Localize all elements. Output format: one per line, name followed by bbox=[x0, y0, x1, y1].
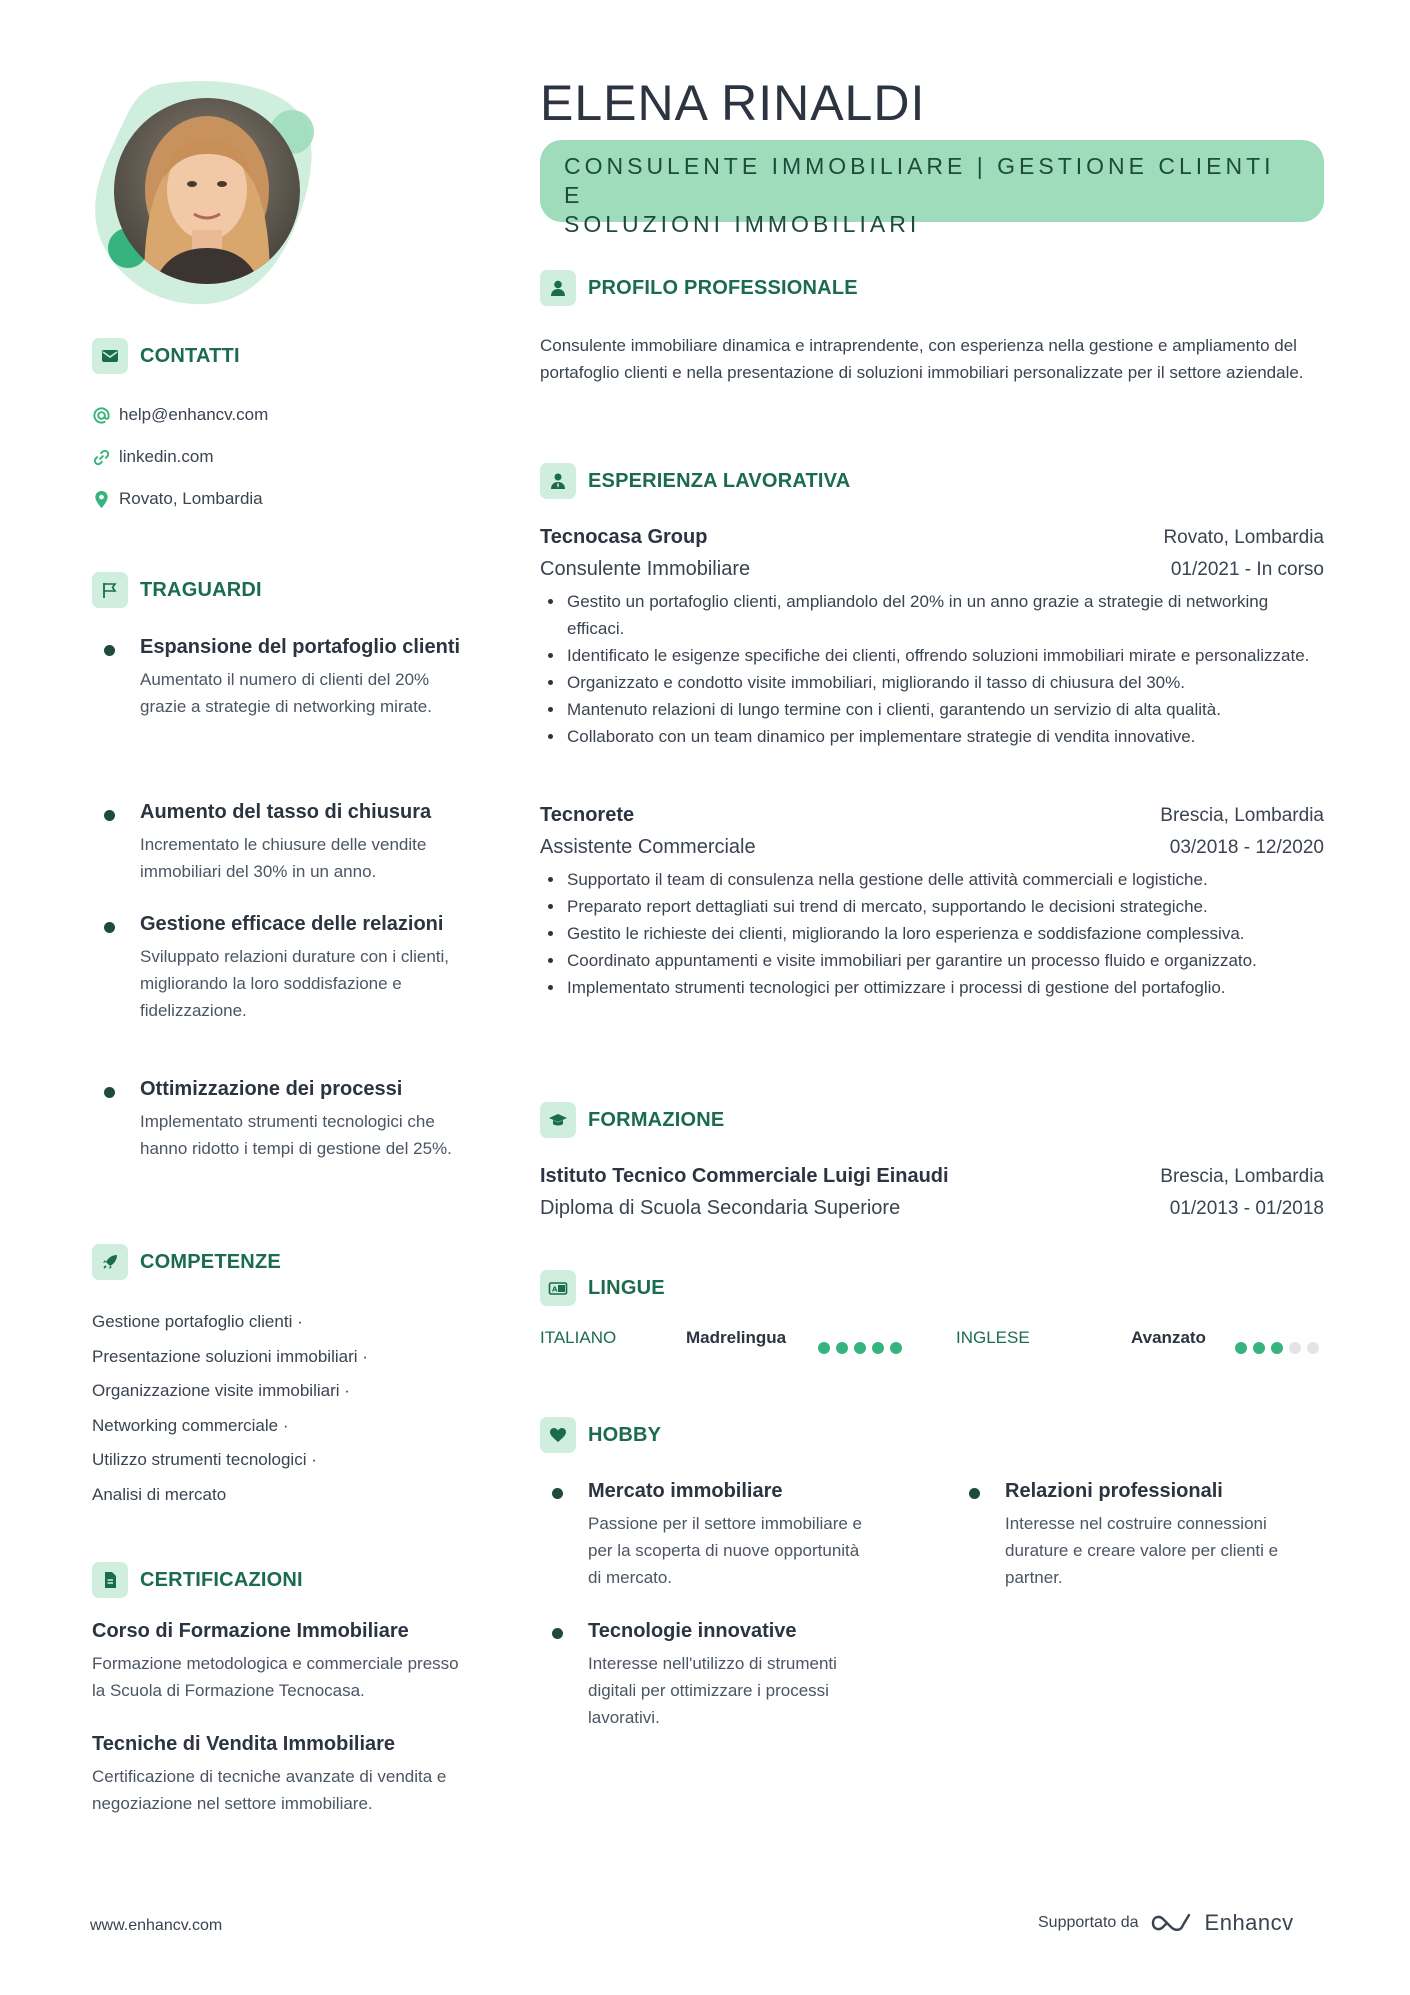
job-bullet: Coordinato appuntamenti e visite immobiliari per garantire un processo fluido e organizzato. bbox=[540, 947, 1324, 974]
achievement-desc: Sviluppato relazioni durature con i clienti, migliorando la loro soddisfazione e fidelizzazione. bbox=[140, 947, 450, 1020]
hobbies-title: HOBBY bbox=[588, 1423, 662, 1446]
achievement-item bbox=[92, 635, 472, 720]
languages-section-header bbox=[540, 1270, 665, 1306]
job-bullet: Implementato strumenti tecnologici per ottimizzare i processi di gestione del portafoglio. bbox=[540, 974, 1324, 1001]
rating-dot-filled bbox=[836, 1342, 848, 1354]
certification-desc: Formazione metodologica e commerciale presso la Scuola di Formazione Tecnocasa. bbox=[92, 1654, 459, 1700]
envelope-icon bbox=[92, 338, 128, 374]
profile-title: PROFILO PROFESSIONALE bbox=[588, 276, 858, 299]
achievement-title: Gestione efficace delle relazioni bbox=[140, 913, 444, 935]
job-bullet: Mantenuto relazioni di lungo termine con i clienti, garantendo un servizio di alta qualità. bbox=[540, 696, 1324, 723]
education-degree: Diploma di Scuola Secondaria Superiore bbox=[540, 1197, 901, 1219]
certification-title: Tecniche di Vendita Immobiliare bbox=[92, 1733, 396, 1755]
briefcase-user-icon bbox=[540, 463, 576, 499]
contact-email[interactable] bbox=[92, 405, 268, 425]
skill-item: Gestione portafoglio clienti · bbox=[92, 1312, 303, 1331]
bullet-icon bbox=[104, 922, 115, 933]
rating-dot-filled bbox=[1253, 1342, 1265, 1354]
candidate-name: ELENA RINALDI bbox=[540, 75, 926, 131]
skill-item: Networking commerciale · bbox=[92, 1415, 289, 1435]
hobby-title: Relazioni professionali bbox=[1005, 1480, 1223, 1502]
contacts-section-header bbox=[92, 338, 240, 374]
education-entry bbox=[540, 1161, 1324, 1225]
achievement-desc: Incrementato le chiusure delle vendite immobiliari del 30% in un anno. bbox=[140, 835, 427, 881]
education-dates: 01/2013 - 01/2018 bbox=[1169, 1198, 1324, 1219]
certification-desc: Certificazione di tecniche avanzate di vendita e negoziazione nel settore immobiliare. bbox=[92, 1767, 447, 1813]
skill-item: Presentazione soluzioni immobiliari · bbox=[92, 1346, 368, 1366]
bullet-icon bbox=[552, 1488, 563, 1499]
achievement-item bbox=[92, 1077, 472, 1162]
certification-title: Corso di Formazione Immobiliare bbox=[92, 1620, 409, 1642]
experience-section-header bbox=[540, 463, 850, 499]
job-entry bbox=[540, 800, 1324, 1001]
achievement-desc: Implementato strumenti tecnologici che hanno ridotto i tempi di gestione del 25%. bbox=[140, 1112, 452, 1158]
hobby-item bbox=[540, 1478, 870, 1591]
experience-title: ESPERIENZA LAVORATIVA bbox=[588, 469, 851, 492]
rating-dot-filled bbox=[890, 1342, 902, 1354]
job-entry bbox=[540, 522, 1324, 750]
language-rating bbox=[1235, 1342, 1319, 1354]
bullet-icon bbox=[969, 1488, 980, 1499]
job-role: Assistente Commerciale bbox=[540, 836, 756, 858]
job-bullet: Gestito un portafoglio clienti, ampliandolo del 20% in un anno grazie a strategie di networking efficaci. bbox=[540, 588, 1324, 642]
at-icon bbox=[92, 406, 111, 425]
headline-banner bbox=[540, 140, 1324, 237]
contact-linkedin[interactable] bbox=[92, 447, 214, 467]
rating-dot-empty bbox=[1307, 1342, 1319, 1354]
achievements-title: TRAGUARDI bbox=[140, 578, 262, 601]
job-company: Tecnocasa Group bbox=[540, 526, 708, 548]
heart-icon bbox=[540, 1417, 576, 1453]
enhancv-logo-icon bbox=[1149, 1911, 1195, 1935]
certifications-title: CERTIFICAZIONI bbox=[140, 1568, 303, 1591]
achievements-section-header bbox=[92, 572, 262, 608]
achievement-title: Aumento del tasso di chiusura bbox=[140, 801, 432, 823]
contact-location bbox=[92, 489, 263, 509]
document-icon bbox=[92, 1562, 128, 1598]
rocket-icon bbox=[92, 1244, 128, 1280]
job-bullet: Collaborato con un team dinamico per implementare strategie di vendita innovative. bbox=[540, 723, 1324, 750]
certification-item bbox=[92, 1731, 472, 1817]
location-pin-icon bbox=[92, 490, 111, 509]
bullet-icon bbox=[104, 1087, 115, 1098]
achievement-item bbox=[92, 912, 472, 1024]
footer-branding[interactable] bbox=[1038, 1910, 1294, 1936]
rating-dot-filled bbox=[854, 1342, 866, 1354]
language-rating bbox=[818, 1342, 902, 1354]
achievement-title: Ottimizzazione dei processi bbox=[140, 1078, 403, 1100]
rating-dot-empty bbox=[1289, 1342, 1301, 1354]
job-bullet: Organizzato e condotto visite immobiliari, migliorando il tasso di chiusura del 30%. bbox=[540, 669, 1324, 696]
job-dates: 01/2021 - In corso bbox=[1170, 559, 1324, 580]
job-bullet: Identificato le esigenze specifiche dei clienti, offrendo soluzioni immobiliari mirate e personalizzate. bbox=[540, 642, 1324, 669]
bullet-icon bbox=[104, 810, 115, 821]
contact-location-text: Rovato, Lombardia bbox=[119, 489, 263, 508]
hobby-item bbox=[540, 1618, 870, 1731]
job-dates: 03/2018 - 12/2020 bbox=[1169, 837, 1324, 858]
job-location: Rovato, Lombardia bbox=[1163, 527, 1324, 548]
graduation-cap-icon bbox=[540, 1102, 576, 1138]
job-location: Brescia, Lombardia bbox=[1160, 805, 1324, 826]
job-bullet: Preparato report dettagliati sui trend di mercato, supportando le decisioni strategiche. bbox=[540, 893, 1324, 920]
rating-dot-filled bbox=[1235, 1342, 1247, 1354]
headline-line-1: CONSULENTE IMMOBILIARE | GESTIONE CLIENTI E bbox=[564, 153, 1275, 208]
language-level: Avanzato bbox=[1131, 1328, 1206, 1347]
hobby-desc: Passione per il settore immobiliare e per la scoperta di nuove opportunità di mercato. bbox=[588, 1514, 863, 1587]
translate-icon bbox=[540, 1270, 576, 1306]
job-bullets bbox=[540, 588, 1324, 750]
headline-line-2: SOLUZIONI IMMOBILIARI bbox=[564, 211, 921, 237]
education-title: FORMAZIONE bbox=[588, 1108, 725, 1131]
education-section-header bbox=[540, 1102, 724, 1138]
education-school: Istituto Tecnico Commerciale Luigi Einaudi bbox=[540, 1165, 949, 1187]
avatar bbox=[114, 98, 300, 284]
language-name: INGLESE bbox=[956, 1328, 1030, 1347]
rating-dot-filled bbox=[1271, 1342, 1283, 1354]
achievement-title: Espansione del portafoglio clienti bbox=[140, 636, 461, 658]
achievement-item bbox=[92, 800, 472, 885]
hobby-desc: Interesse nell'utilizzo di strumenti digitali per ottimizzare i processi lavorativi. bbox=[588, 1654, 837, 1727]
footer-website[interactable]: www.enhancv.com bbox=[90, 1917, 223, 1934]
profile-photo bbox=[92, 78, 322, 308]
skill-item: Analisi di mercato bbox=[92, 1484, 227, 1504]
skills-list bbox=[92, 1305, 472, 1513]
bullet-icon bbox=[104, 645, 115, 656]
achievement-desc: Aumentato il numero di clienti del 20% grazie a strategie di networking mirate. bbox=[140, 670, 432, 716]
contact-linkedin-text: linkedin.com bbox=[119, 447, 214, 466]
link-icon bbox=[92, 448, 111, 467]
powered-by-label: Supportato da bbox=[1038, 1914, 1139, 1931]
hobby-item bbox=[957, 1478, 1287, 1591]
enhancv-brand: Enhancv bbox=[1204, 1910, 1294, 1935]
education-location: Brescia, Lombardia bbox=[1160, 1166, 1324, 1187]
skill-item: Organizzazione visite immobiliari · bbox=[92, 1381, 350, 1401]
job-bullets bbox=[540, 866, 1324, 1001]
hobbies-section-header bbox=[540, 1417, 661, 1453]
flag-icon bbox=[92, 572, 128, 608]
skills-section-header bbox=[92, 1244, 281, 1280]
contact-email-text: help@enhancv.com bbox=[119, 405, 269, 424]
language-level: Madrelingua bbox=[686, 1328, 787, 1347]
hobby-desc: Interesse nel costruire connessioni durature e creare valore per clienti e partner. bbox=[1005, 1514, 1279, 1587]
bullet-icon bbox=[552, 1628, 563, 1639]
svg-text:A: A bbox=[552, 1285, 558, 1294]
rating-dot-filled bbox=[818, 1342, 830, 1354]
job-role: Consulente Immobiliare bbox=[540, 558, 751, 580]
hobby-title: Tecnologie innovative bbox=[588, 1620, 797, 1642]
certifications-section-header bbox=[92, 1562, 303, 1598]
job-company: Tecnorete bbox=[540, 804, 635, 826]
profile-section-header bbox=[540, 270, 858, 306]
hobby-title: Mercato immobiliare bbox=[588, 1480, 783, 1502]
user-icon bbox=[540, 270, 576, 306]
contacts-title: CONTATTI bbox=[140, 344, 240, 367]
skills-title: COMPETENZE bbox=[140, 1250, 281, 1273]
certification-item bbox=[92, 1618, 472, 1704]
languages-title: LINGUE bbox=[588, 1276, 665, 1299]
skill-item: Utilizzo strumenti tecnologici · bbox=[92, 1450, 317, 1470]
profile-summary: Consulente immobiliare dinamica e intraprendente, con esperienza nella gestione e ampliamento del portafoglio clienti e nella presentazione di soluzioni immobiliari personalizzate per il settore aziendale. bbox=[540, 336, 1304, 382]
job-bullet: Gestito le richieste dei clienti, migliorando la loro esperienza e soddisfazione complessiva. bbox=[540, 920, 1324, 947]
rating-dot-filled bbox=[872, 1342, 884, 1354]
language-name: ITALIANO bbox=[540, 1328, 617, 1347]
job-bullet: Supportato il team di consulenza nella gestione delle attività commerciali e logistiche. bbox=[540, 866, 1324, 893]
